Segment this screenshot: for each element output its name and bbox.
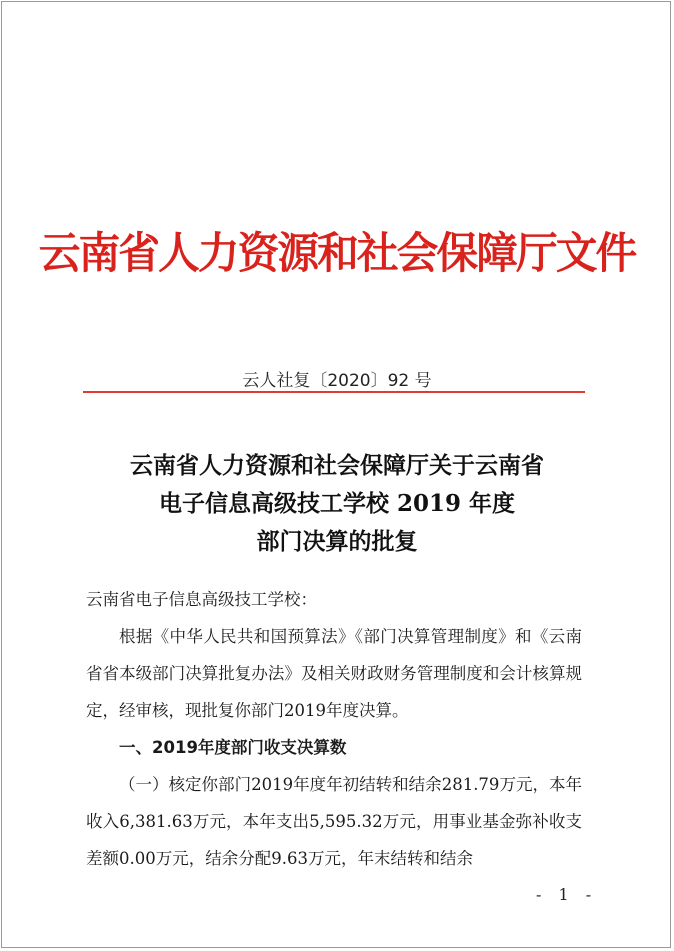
paragraph-figures: （一）核定你部门2019年度年初结转和结余281.79万元，本年收入6,381.63万元，本年支出5,595.32万元，用事业基金弥补收支差额0.00万元，结余分配9.63万元，年末结转和结余 — [86, 775, 582, 868]
title-line-3: 部门决算的批复 — [256, 528, 418, 555]
document-number: 云人社复〔2020〕92 号 — [242, 371, 432, 391]
page-number: - 1 - — [536, 885, 598, 904]
title-line-2: 电子信息高级技工学校 2019 年度 — [158, 490, 516, 517]
paragraph-basis: 根据《中华人民共和国预算法》《部门决算管理制度》和《云南省省本级部门决算批复办法》及相关财政财务管理制度和会计核算规定，经审核，现批复你部门2019年度决算。 — [86, 627, 582, 720]
section-heading: 一、2019年度部门收支决算数 — [119, 738, 347, 757]
salutation: 云南省电子信息高级技工学校： — [86, 590, 317, 609]
document-body — [86, 581, 582, 877]
title-line-1: 云南省人力资源和社会保障厅关于云南省 — [130, 452, 544, 479]
red-header-title: 云南省人力资源和社会保障厅文件 — [38, 229, 636, 279]
document-title — [0, 447, 674, 561]
red-divider-line — [83, 391, 585, 393]
